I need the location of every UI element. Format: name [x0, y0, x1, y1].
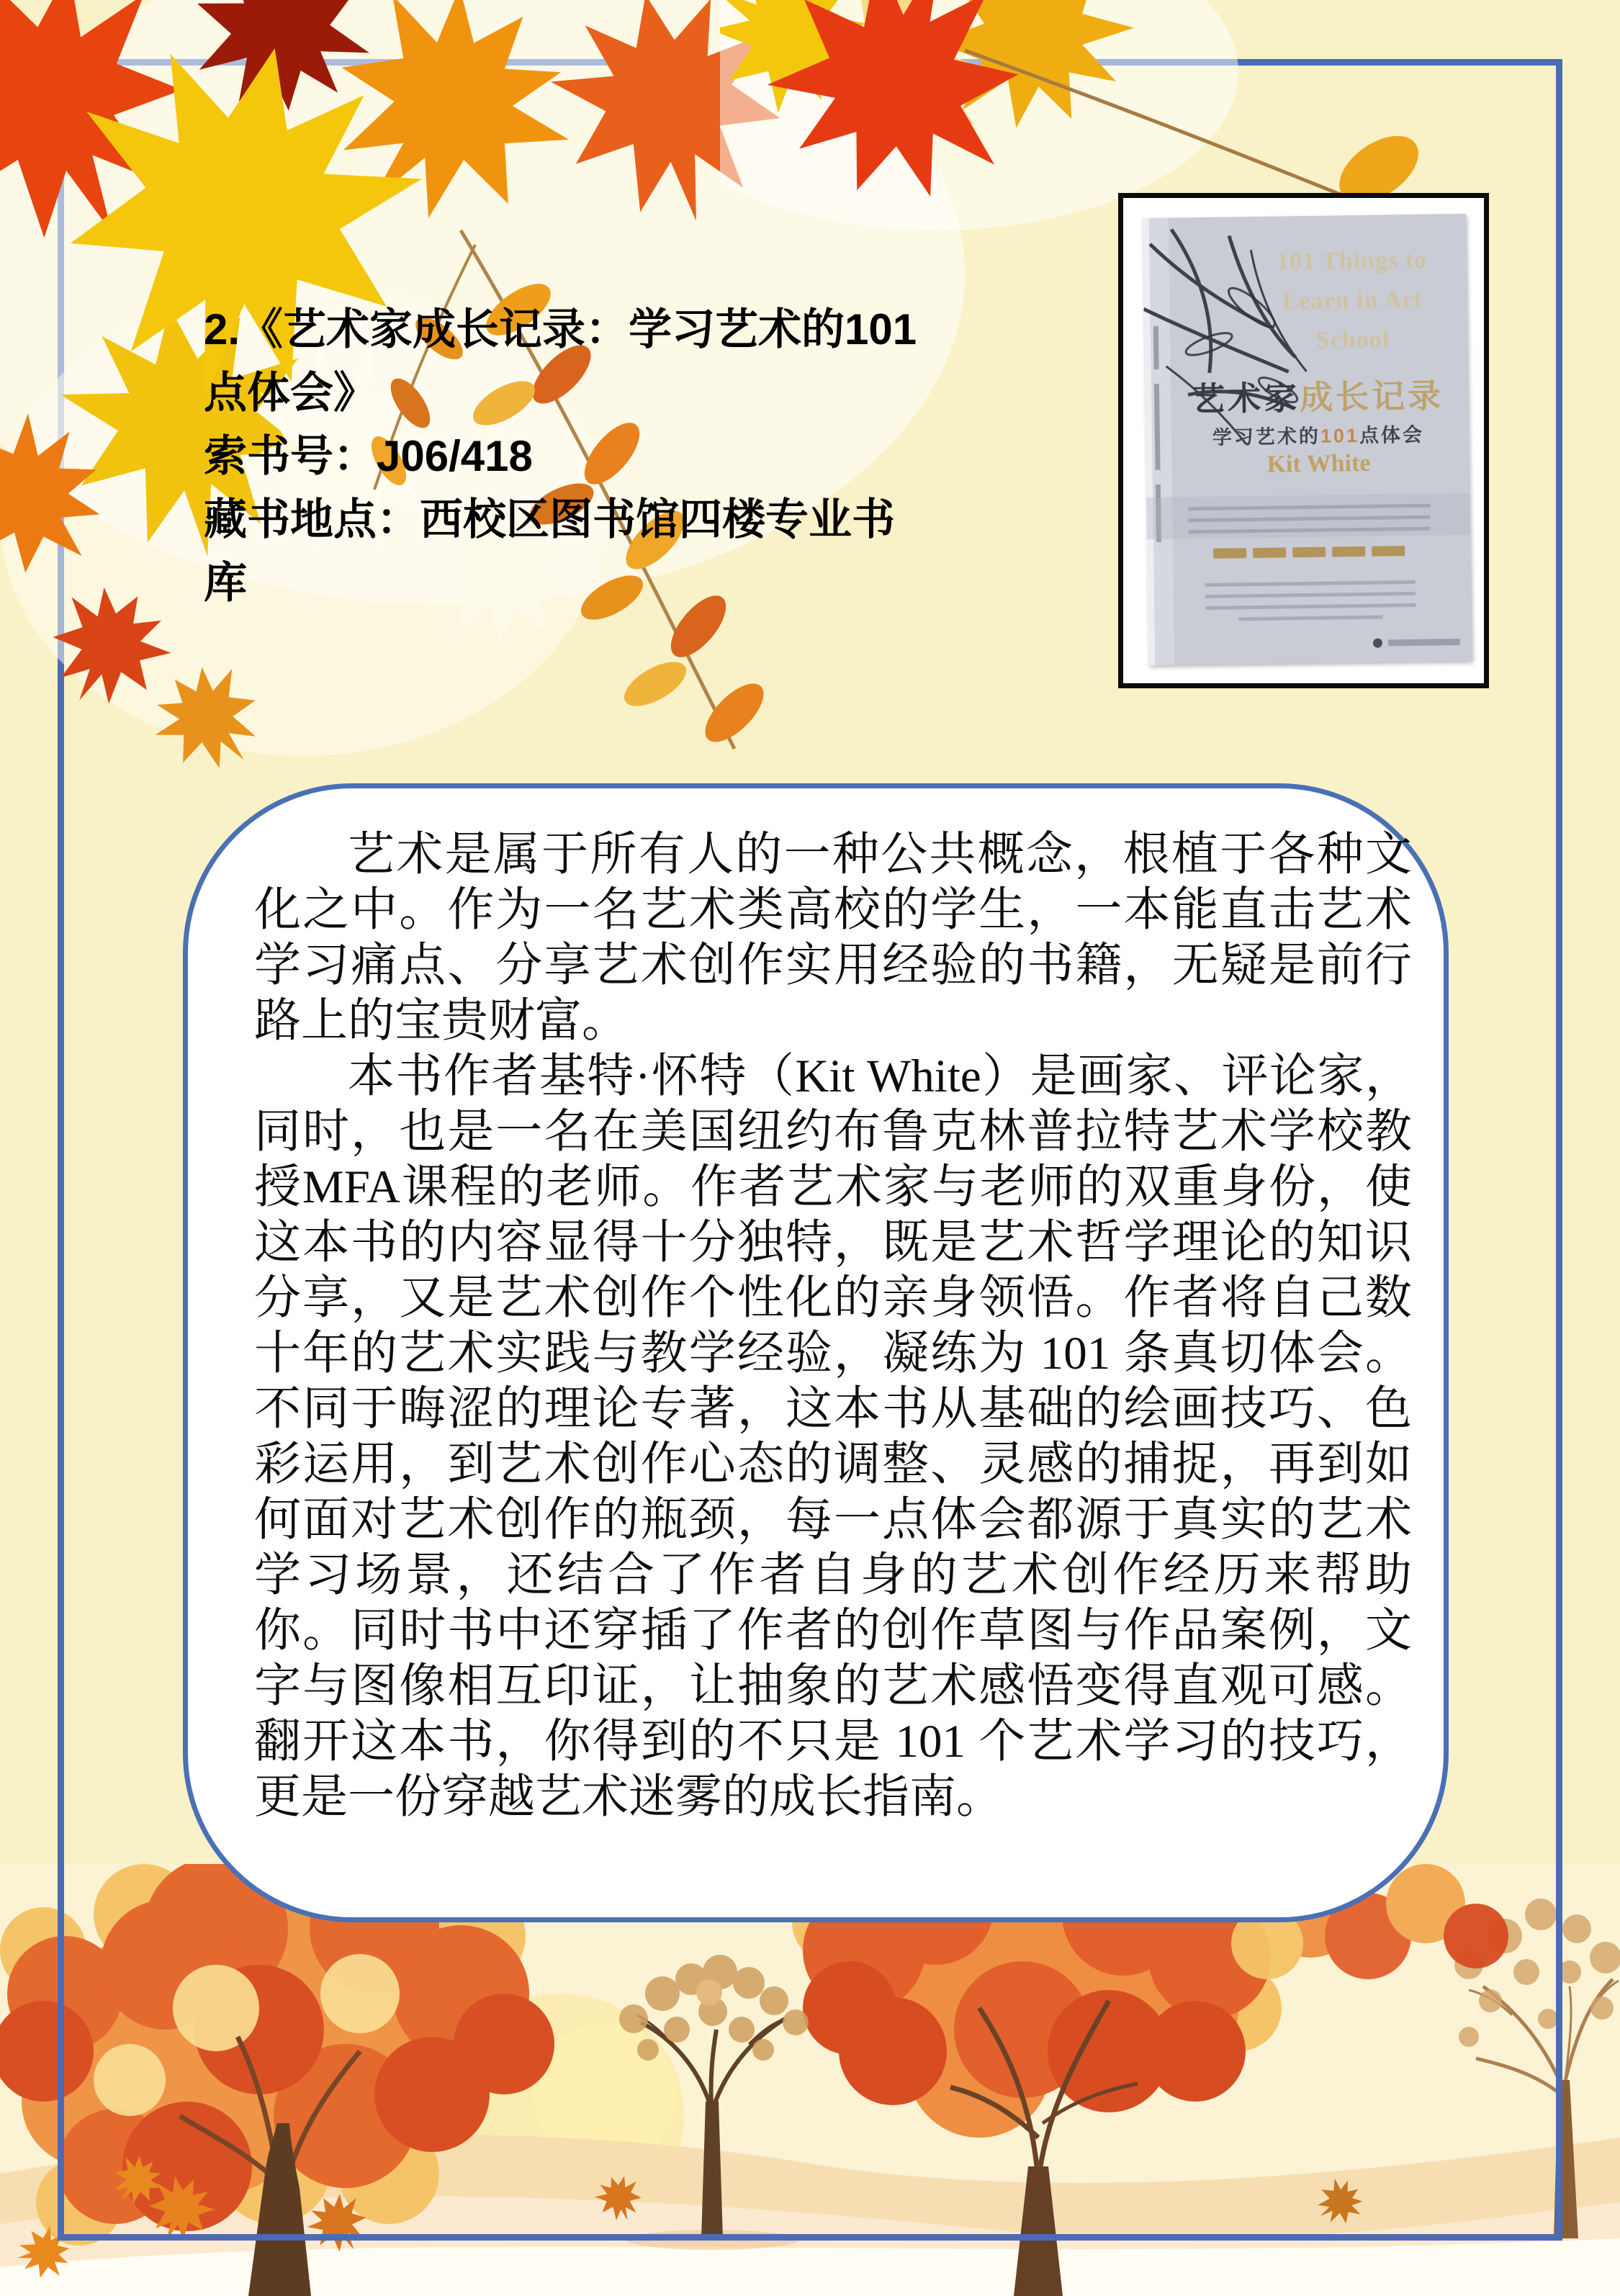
- book-info-line: 2.《艺术家成长记录：学习艺术的101: [204, 305, 917, 354]
- book-photo: [1118, 193, 1489, 688]
- cover-fineprint-bar: [1205, 592, 1416, 598]
- book-info-line: 藏书地点：西校区图书馆四楼专业书: [204, 495, 895, 544]
- cover-fineprint-bar: [1205, 603, 1416, 610]
- book-info-line: 索书号：J06/418: [204, 432, 533, 480]
- book-info-line: 库: [204, 559, 247, 607]
- description-paragraph: 本书作者基特·怀特（Kit White）是画家、评论家，同时，也是一名在美国纽约布鲁克林普拉特艺术学校教授MFA课程的老师。作者艺术家与老师的双重身份，使这本书的内容显得十分独特，既是艺术哲学理论的知识分享，又是艺术创作个性化的亲身领悟。作者将自己数十年的艺术实践与教学经验，凝练为 101 条真切体会。不同于晦涩的理论专著，这本书从基础的绘画技巧、色彩运用，到艺术创作心态的调整、灵感的捕捉，再到如何面对艺术创作的瓶颈，每一点体会都源于真实的艺术学习场景，还结合了作者自身的艺术创作经历来帮助你。同时书中还穿插了作者的创作草图与作品案例，文字与图像相互印证，让抽象的艺术感悟变得直观可感。翻开这本书，你得到的不只是 101 个艺术学习的技巧，更是一份穿越艺术迷雾的成长指南。: [254, 1050, 1412, 1823]
- book-info-line: 点体会》: [204, 369, 377, 417]
- publisher-mark: [1373, 637, 1460, 648]
- book-info: [204, 298, 1068, 615]
- cover-author: Kit White: [1266, 449, 1371, 478]
- book-cover: [1143, 214, 1472, 665]
- cover-title: 艺术家成长记录: [1191, 377, 1444, 418]
- cover-fineprint-bar: [1205, 580, 1416, 587]
- cover-tagline-bar: [1147, 545, 1470, 559]
- cover-english-title: 101 Things to Learn in Art School: [1276, 246, 1428, 354]
- description-bubble: [183, 783, 1449, 1922]
- autumn-trees-illustration: [0, 1864, 1620, 2296]
- description-paragraph: 艺术是属于所有人的一种公共概念，根植于各种文化之中。作为一名艺术类高校的学生，一本能直击艺术学习痛点、分享艺术创作实用经验的书籍，无疑是前行路上的宝贵财富。: [254, 829, 1412, 1047]
- cover-subtitle: 学习艺术的101点体会: [1212, 423, 1425, 449]
- cover-fineprint-bar: [1238, 616, 1382, 621]
